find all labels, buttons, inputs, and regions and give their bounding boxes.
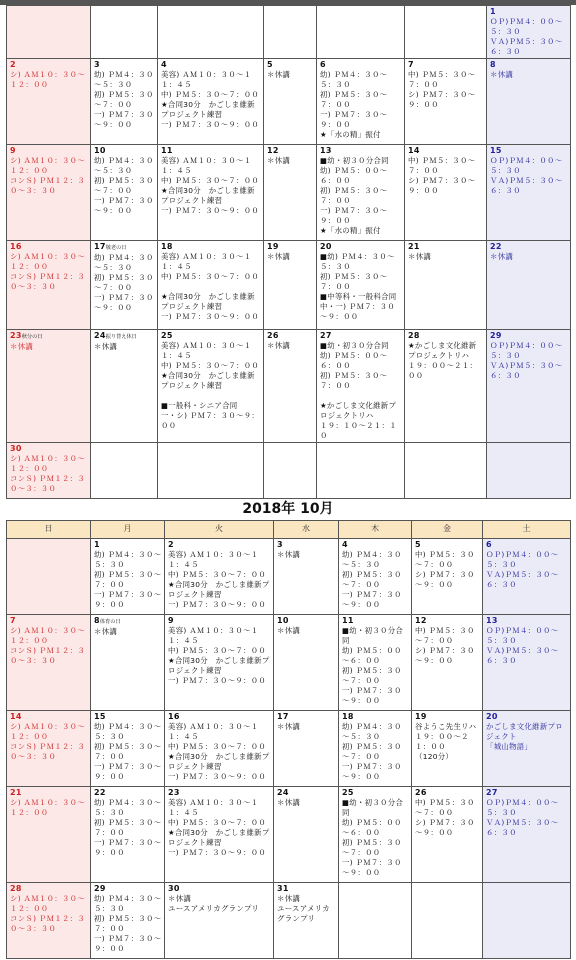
day-cell bbox=[483, 539, 571, 615]
schedule-text: ＯＰ)ＰＭ４：００～５：３０ ＶＡ)ＰＭ５：３０～６：３０ bbox=[486, 798, 559, 837]
day-number: 14 bbox=[408, 146, 420, 155]
day-cell bbox=[274, 615, 339, 711]
schedule-text: 幼) ＰＭ４：３０～５：３０ 初) ＰＭ５：３０～７：００ 一) ＰＭ７：３０～９：００ bbox=[342, 722, 402, 781]
schedule-text: ＊休講 bbox=[277, 798, 301, 807]
day-number: 15 bbox=[94, 712, 106, 721]
day-cell bbox=[91, 787, 165, 883]
day-number: 26 bbox=[267, 331, 279, 340]
day-number: 2 bbox=[10, 60, 16, 69]
day-number: 22 bbox=[490, 242, 502, 251]
day-cell bbox=[158, 330, 264, 443]
day-number: 17 bbox=[277, 712, 289, 721]
schedule-text: ＊休講 bbox=[94, 342, 118, 351]
day-cell bbox=[158, 145, 264, 241]
day-number: 4 bbox=[161, 60, 167, 69]
schedule-text: 幼) ＰＭ４：３０～５：３０ 初) ＰＭ５：３０～７：００ 一) ＰＭ７：３０～９：００ bbox=[94, 156, 154, 215]
day-number: 11 bbox=[342, 616, 354, 625]
schedule-text: 幼) ＰＭ４：３０～５：３０ 初) ＰＭ５：３０～７：００ 一) ＰＭ７：３０～９：００ bbox=[94, 722, 162, 781]
schedule-text: ＊休講 bbox=[277, 722, 301, 731]
holiday-label: 振り替え休日 bbox=[105, 334, 137, 340]
schedule-text: 美容) ＡＭ１０：３０～１１：４５ 中) ＰＭ５：３０～７：００ ★合同30分 かごしま維新プロジェクト練習 一) ＰＭ７：３０～９：００ bbox=[168, 722, 270, 781]
weekday-header: 木 bbox=[339, 521, 412, 539]
week-row bbox=[7, 330, 571, 443]
week-row bbox=[7, 711, 571, 787]
day-cell bbox=[165, 787, 274, 883]
schedule-text: 美容) ＡＭ１０：３０～１１：４５ 中) ＰＭ５：３０～７：００ ★合同30分 かごしま維新プロジェクト練習 一) ＰＭ７：３０～９：００ bbox=[168, 798, 270, 857]
schedule-text: 中) ＰＭ５：３０～７：００ シ) ＰＭ７：３０～９：００ bbox=[415, 626, 475, 665]
empty-cell bbox=[7, 6, 91, 59]
week-row bbox=[7, 787, 571, 883]
day-cell bbox=[7, 145, 91, 241]
week-row bbox=[7, 6, 571, 59]
schedule-text: ＊休講 bbox=[267, 252, 291, 261]
day-number: 26 bbox=[415, 788, 427, 797]
day-cell bbox=[91, 145, 158, 241]
day-number: 19 bbox=[267, 242, 279, 251]
day-cell bbox=[339, 539, 412, 615]
day-number: 21 bbox=[408, 242, 420, 251]
day-cell bbox=[405, 59, 487, 145]
day-cell bbox=[317, 145, 405, 241]
day-cell bbox=[91, 615, 165, 711]
day-number: 16 bbox=[10, 242, 22, 251]
day-cell bbox=[91, 241, 158, 330]
day-number: 23 bbox=[10, 331, 22, 340]
day-number: 20 bbox=[486, 712, 498, 721]
schedule-text: 美容) ＡＭ１０：３０～１１：４５ 中) ＰＭ５：３０～７：００ ★合同30分 かごしま維新プロジェクト練習 一) ＰＭ７：３０～９：００ bbox=[161, 252, 260, 321]
schedule-text: ＊休講 bbox=[94, 627, 118, 636]
schedule-text: ★かごしま文化維新プロジェクトリハ １９：００～２１：００ bbox=[408, 341, 478, 380]
schedule-text: ＊休講 bbox=[408, 252, 432, 261]
day-number: 31 bbox=[277, 884, 289, 893]
day-cell bbox=[487, 241, 571, 330]
day-number: 17 bbox=[94, 242, 106, 251]
day-number: 10 bbox=[94, 146, 106, 155]
schedule-text: ＊休講 bbox=[267, 70, 291, 79]
holiday-label: 敬老の日 bbox=[105, 245, 127, 251]
day-cell bbox=[339, 615, 412, 711]
weekday-header: 日 bbox=[7, 521, 91, 539]
schedule-text: 美容) ＡＭ１０：３０～１１：４５ 中) ＰＭ５：３０～７：００ ★合同30分 かごしま維新プロジェクト練習 一) ＰＭ７：３０～９：００ bbox=[161, 156, 260, 215]
empty-cell bbox=[339, 883, 412, 959]
day-number: 29 bbox=[490, 331, 502, 340]
day-number: 8 bbox=[94, 616, 100, 625]
day-cell bbox=[165, 883, 274, 959]
schedule-text: 美容) ＡＭ１０：３０～１１：４５ 中) ＰＭ５：３０～７：００ ★合同30分 かごしま維新プロジェクト練習 一) ＰＭ７：３０～９：００ bbox=[168, 550, 270, 609]
schedule-text: ＊休講 bbox=[267, 156, 291, 165]
schedule-text: ■幼・初３０分合同 幼) ＰＭ５：００～６：００ 初) ＰＭ５：３０～７：００ 一) ＰＭ７：３０～９：００ bbox=[342, 798, 404, 877]
schedule-text: 谷ようこ先生リハ１９：００～２１：００ （120分） bbox=[415, 722, 477, 761]
day-number: 9 bbox=[10, 146, 16, 155]
schedule-text: シ) ＡＭ１０：３０～１２：００ コンＳ) ＰＭ１２：３０～３：３０ bbox=[10, 156, 86, 195]
day-number: 18 bbox=[342, 712, 354, 721]
day-number: 8 bbox=[490, 60, 496, 69]
weekday-header: 火 bbox=[165, 521, 274, 539]
weekday-header: 金 bbox=[412, 521, 483, 539]
day-cell bbox=[487, 59, 571, 145]
day-number: 3 bbox=[277, 540, 283, 549]
day-number: 2 bbox=[168, 540, 174, 549]
day-cell bbox=[158, 241, 264, 330]
schedule-text: ■幼・初３０分合同 幼) ＰＭ５：００～６：００ 初) ＰＭ５：３０～７：００ 一) ＰＭ７：３０～９：００ ★「水の精」振付 bbox=[320, 156, 389, 235]
empty-cell bbox=[487, 443, 571, 499]
day-number: 7 bbox=[10, 616, 16, 625]
day-number: 5 bbox=[267, 60, 273, 69]
day-number: 16 bbox=[168, 712, 180, 721]
day-number: 28 bbox=[10, 884, 22, 893]
day-number: 4 bbox=[342, 540, 348, 549]
day-number: 13 bbox=[486, 616, 498, 625]
schedule-text: ＊休講 bbox=[10, 342, 34, 351]
day-cell bbox=[7, 330, 91, 443]
day-cell bbox=[412, 787, 483, 883]
day-cell bbox=[7, 711, 91, 787]
day-cell bbox=[483, 787, 571, 883]
day-number: 12 bbox=[415, 616, 427, 625]
schedule-text: ＊休講 bbox=[490, 252, 514, 261]
october-title: 2018年 10月 bbox=[242, 501, 334, 517]
day-cell bbox=[317, 241, 405, 330]
schedule-text: 中) ＰＭ５：３０～７：００ シ) ＰＭ７：３０～９：００ bbox=[408, 156, 476, 195]
week-row bbox=[7, 59, 571, 145]
day-number: 18 bbox=[161, 242, 173, 251]
day-cell bbox=[264, 145, 317, 241]
empty-cell bbox=[91, 6, 158, 59]
week-row bbox=[7, 241, 571, 330]
schedule-text: シ) ＡＭ１０：３０～１２：００ コンＳ) ＰＭ１２：３０～３：３０ bbox=[10, 626, 86, 665]
schedule-text: シ) ＡＭ１０：３０～１２：００ コンＳ) ＰＭ１２：３０～３：３０ bbox=[10, 252, 86, 291]
day-cell bbox=[91, 59, 158, 145]
day-number: 10 bbox=[277, 616, 289, 625]
schedule-text: シ) ＡＭ１０：３０～１２：００ コンＳ) ＰＭ１２：３０～３：３０ bbox=[10, 454, 86, 493]
day-number: 15 bbox=[490, 146, 502, 155]
day-cell bbox=[412, 615, 483, 711]
day-cell bbox=[165, 711, 274, 787]
day-cell bbox=[7, 59, 91, 145]
september-calendar bbox=[6, 5, 571, 499]
day-cell bbox=[7, 615, 91, 711]
day-cell bbox=[487, 145, 571, 241]
schedule-text: 美容) ＡＭ１０：３０～１１：４５ 中) ＰＭ５：３０～７：００ ★合同30分 かごしま維新プロジェクト練習 ■一般科・シニア合同 一・シ) ＰＭ７：３０～９：００ bbox=[161, 341, 260, 430]
day-number: 24 bbox=[94, 331, 106, 340]
schedule-text: 幼) ＰＭ４：３０～５：３０ 初) ＰＭ５：３０～７：００ 一) ＰＭ７：３０～９：００ bbox=[94, 894, 162, 953]
day-cell bbox=[7, 883, 91, 959]
day-cell bbox=[264, 241, 317, 330]
day-number: 21 bbox=[10, 788, 22, 797]
schedule-text: ＊休講 bbox=[267, 341, 291, 350]
schedule-text: ■幼・初３０分合同 幼) ＰＭ５：００～６：００ 初) ＰＭ５：３０～７：００ ★かごしま文化維新プロジェクトリハ １９：１０～２１：１０ bbox=[320, 341, 397, 440]
empty-cell bbox=[91, 443, 158, 499]
day-number: 29 bbox=[94, 884, 106, 893]
schedule-text: 幼) ＰＭ４：３０～５：３０ 初) ＰＭ５：３０～７：００ 一) ＰＭ７：３０～９：００ ★「水の精」振付 bbox=[320, 70, 388, 139]
day-cell bbox=[91, 711, 165, 787]
day-cell bbox=[317, 59, 405, 145]
schedule-text: ■幼・初３０分合同 幼) ＰＭ５：００～６：００ 初) ＰＭ５：３０～７：００ 一) ＰＭ７：３０～９：００ bbox=[342, 626, 404, 705]
day-number: 20 bbox=[320, 242, 332, 251]
empty-cell bbox=[412, 883, 483, 959]
schedule-text: シ) ＡＭ１０：３０～１２：００ コンＳ) ＰＭ１２：３０～３：３０ bbox=[10, 722, 86, 761]
schedule-text: ＊休講 ユースアメリカグランプリ bbox=[277, 894, 330, 923]
week-row bbox=[7, 443, 571, 499]
day-cell bbox=[91, 883, 165, 959]
day-number: 13 bbox=[320, 146, 332, 155]
schedule-text: ＯＰ)ＰＭ４：００～５：３０ ＶＡ)ＰＭ５：３０～６：３０ bbox=[486, 626, 559, 665]
schedule-text: 中) ＰＭ５：３０～７：００ シ) ＰＭ７：３０～９：００ bbox=[415, 798, 475, 837]
day-number: 3 bbox=[94, 60, 100, 69]
day-cell bbox=[274, 883, 339, 959]
day-number: 9 bbox=[168, 616, 174, 625]
day-cell bbox=[405, 145, 487, 241]
week-row bbox=[7, 539, 571, 615]
day-cell bbox=[487, 330, 571, 443]
day-number: 5 bbox=[415, 540, 421, 549]
day-number: 19 bbox=[415, 712, 427, 721]
week-row bbox=[7, 883, 571, 959]
day-number: 23 bbox=[168, 788, 180, 797]
day-cell bbox=[7, 241, 91, 330]
day-number: 24 bbox=[277, 788, 289, 797]
empty-cell bbox=[317, 6, 405, 59]
day-number: 27 bbox=[486, 788, 498, 797]
empty-cell bbox=[264, 443, 317, 499]
day-cell bbox=[165, 539, 274, 615]
day-number: 1 bbox=[490, 7, 496, 16]
empty-cell bbox=[317, 443, 405, 499]
empty-cell bbox=[158, 443, 264, 499]
day-cell bbox=[412, 539, 483, 615]
schedule-text: かごしま文化維新プロジェクト 「城山物語」 bbox=[486, 722, 563, 751]
schedule-text: シ) ＡＭ１０：３０～１２：００ コンＳ) ＰＭ１２：３０～３：３０ bbox=[10, 894, 86, 933]
day-number: 30 bbox=[168, 884, 180, 893]
day-number: 27 bbox=[320, 331, 332, 340]
schedule-text: シ) ＡＭ１０：３０～１２：００ bbox=[10, 798, 86, 817]
day-cell bbox=[405, 241, 487, 330]
schedule-text: シ) ＡＭ１０：３０～１２：００ bbox=[10, 70, 86, 89]
schedule-text: 幼) ＰＭ４：３０～５：３０ 初) ＰＭ５：３０～７：００ 一) ＰＭ７：３０～９：００ bbox=[94, 550, 162, 609]
schedule-text: ■幼) ＰＭ４：３０～５：３０ 初) ＰＭ５：３０～７：００ ■中等科・一般科合同 中・一) ＰＭ７：３０～９：００ bbox=[320, 252, 397, 321]
day-number: 30 bbox=[10, 444, 22, 453]
day-cell bbox=[339, 787, 412, 883]
schedule-text: 美容) ＡＭ１０：３０～１１：４５ 中) ＰＭ５：３０～７：００ ★合同30分 かごしま維新プロジェクト練習 一) ＰＭ７：３０～９：００ bbox=[161, 70, 260, 129]
day-number: 11 bbox=[161, 146, 173, 155]
day-cell bbox=[487, 6, 571, 59]
empty-cell bbox=[405, 443, 487, 499]
weekday-header: 水 bbox=[274, 521, 339, 539]
schedule-text: 幼) ＰＭ４：３０～５：３０ 初) ＰＭ５：３０～７：００ 一) ＰＭ７：３０～９：００ bbox=[94, 798, 162, 857]
empty-cell bbox=[405, 6, 487, 59]
empty-cell bbox=[7, 539, 91, 615]
day-cell bbox=[274, 711, 339, 787]
day-cell bbox=[91, 330, 158, 443]
schedule-text: 幼) ＰＭ４：３０～５：３０ 初) ＰＭ５：３０～７：００ 一) ＰＭ７：３０～９：００ bbox=[94, 70, 154, 129]
schedule-text: 中) ＰＭ５：３０～７：００ シ) ＰＭ７：３０～９：００ bbox=[408, 70, 476, 109]
weekday-header: 土 bbox=[483, 521, 571, 539]
empty-cell bbox=[483, 883, 571, 959]
holiday-label: 体育の日 bbox=[99, 619, 121, 625]
day-cell bbox=[264, 59, 317, 145]
schedule-text: ＊休講 bbox=[277, 550, 301, 559]
day-cell bbox=[412, 711, 483, 787]
day-cell bbox=[483, 711, 571, 787]
week-row bbox=[7, 615, 571, 711]
schedule-text: 幼) ＰＭ４：３０～５：３０ 初) ＰＭ５：３０～７：００ 一) ＰＭ７：３０～９：００ bbox=[94, 253, 154, 312]
weekday-header: 月 bbox=[91, 521, 165, 539]
schedule-text: 幼) ＰＭ４：３０～５：３０ 初) ＰＭ５：３０～７：００ 一) ＰＭ７：３０～９：００ bbox=[342, 550, 402, 609]
holiday-label: 秋分の日 bbox=[21, 334, 43, 340]
day-cell bbox=[264, 330, 317, 443]
day-number: 1 bbox=[94, 540, 100, 549]
day-cell bbox=[339, 711, 412, 787]
schedule-text: ＊休講 ユースアメリカグランプリ bbox=[168, 894, 260, 913]
schedule-text: ＊休講 bbox=[490, 70, 514, 79]
schedule-text: ＯＰ)ＰＭ４：００～５：３０ ＶＡ)ＰＭ５：３０～６：３０ bbox=[490, 341, 563, 380]
day-number: 28 bbox=[408, 331, 420, 340]
schedule-text: ＯＰ)ＰＭ４：００～５：３０ ＶＡ)ＰＭ５：３０～６：３０ bbox=[486, 550, 559, 589]
day-number: 6 bbox=[486, 540, 492, 549]
day-cell bbox=[91, 539, 165, 615]
day-number: 12 bbox=[267, 146, 279, 155]
day-cell bbox=[274, 539, 339, 615]
schedule-text: ＯＰ)ＰＭ４：００～５：３０ ＶＡ)ＰＭ５：３０～６：３０ bbox=[490, 156, 563, 195]
schedule-text: ＯＰ)ＰＭ４：００～５：３０ ＶＡ)ＰＭ５：３０～６：３０ bbox=[490, 17, 563, 56]
day-cell bbox=[405, 330, 487, 443]
day-number: 14 bbox=[10, 712, 22, 721]
day-cell bbox=[7, 787, 91, 883]
empty-cell bbox=[158, 6, 264, 59]
day-cell bbox=[317, 330, 405, 443]
day-number: 6 bbox=[320, 60, 326, 69]
day-cell bbox=[7, 443, 91, 499]
day-cell bbox=[165, 615, 274, 711]
day-cell bbox=[483, 615, 571, 711]
week-row bbox=[7, 145, 571, 241]
day-number: 25 bbox=[342, 788, 354, 797]
schedule-text: ＊休講 bbox=[277, 626, 301, 635]
empty-cell bbox=[264, 6, 317, 59]
schedule-text: 美容) ＡＭ１０：３０～１１：４５ 中) ＰＭ５：３０～７：００ ★合同30分 かごしま維新プロジェクト練習 一) ＰＭ７：３０～９：００ bbox=[168, 626, 270, 685]
day-cell bbox=[158, 59, 264, 145]
day-number: 22 bbox=[94, 788, 106, 797]
day-number: 25 bbox=[161, 331, 173, 340]
october-calendar bbox=[6, 520, 571, 959]
day-cell bbox=[274, 787, 339, 883]
day-number: 7 bbox=[408, 60, 414, 69]
schedule-text: 中) ＰＭ５：３０～７：００ シ) ＰＭ７：３０～９：００ bbox=[415, 550, 475, 589]
